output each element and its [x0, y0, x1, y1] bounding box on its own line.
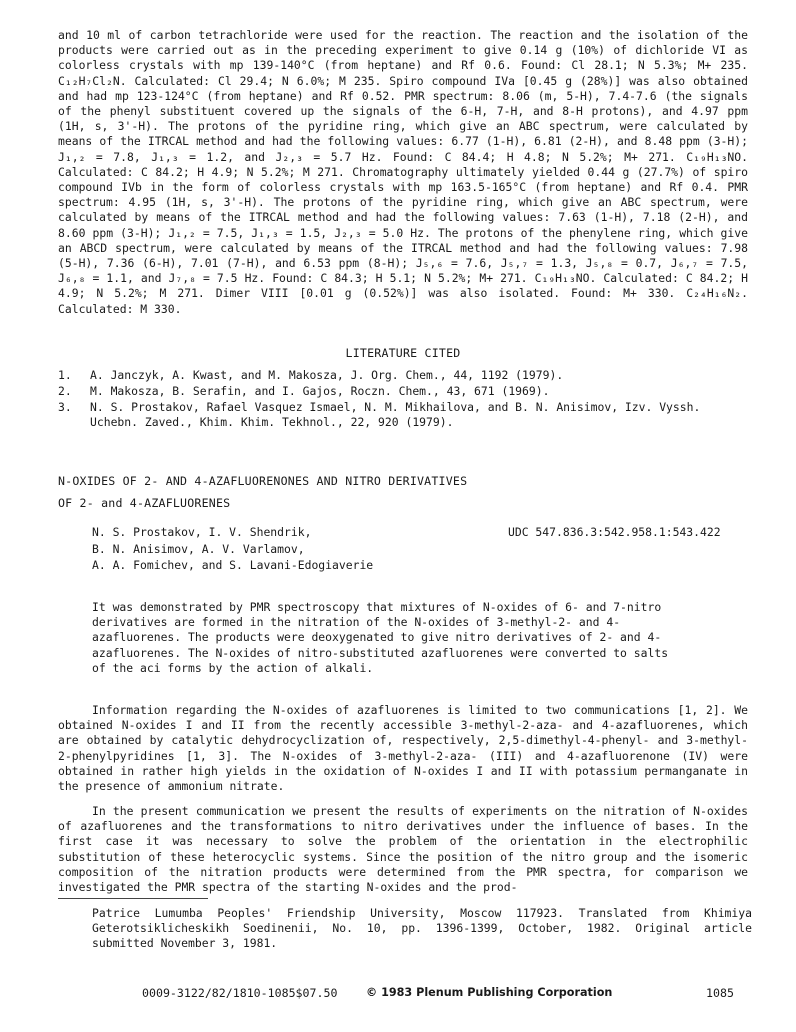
- literature-heading: LITERATURE CITED: [345, 346, 461, 360]
- page-number: 1085: [706, 986, 734, 1000]
- author-line: B. N. Anisimov, A. V. Varlamov,: [92, 542, 305, 556]
- footer-code: 0009-3122/82/1810-1085$07.50: [142, 986, 338, 1000]
- author-line: N. S. Prostakov, I. V. Shendrik,: [92, 525, 312, 539]
- footnote: Patrice Lumumba Peoples' Friendship University, Moscow 117923. Translated from Khimiya Geterotsiklicheskikh Soedinenii, No. 10, pp. 1396-1399, October, 1982. Original article submitted November 3, 1981.: [92, 906, 752, 951]
- reference-item: 1. A. Janczyk, A. Kwast, and M. Makosza, J. Org. Chem., 44, 1192 (1979).: [58, 368, 564, 382]
- author-line: A. A. Fomichev, and S. Lavani-Edogiaverie: [92, 558, 374, 572]
- footnote-rule: [58, 898, 208, 899]
- article-title-line-2: OF 2- and 4-AZAFLUORENES: [58, 496, 231, 510]
- footer-copyright: © 1983 Plenum Publishing Corporation: [366, 986, 613, 999]
- body-paragraph-1: Information regarding the N-oxides of azafluorenes is limited to two communications [1, 2]. We obtained N-oxides I and II from the recently accessible 3-methyl-2-aza- and 4-azafluorenes, which are obtained by catalytic dehydrocyclization of, respectively, 2,5-dimethyl-4-phenyl- and 3-methyl-2-phenylpyridines [1, 3]. The N-oxides of 3-methyl-2-aza- (III) and 4-azafluorenone (IV) were obtained in rather high yields in the oxidation of N-oxides I and II with potassium permanganate in the presence of ammonium nitrate.: [58, 703, 748, 794]
- body-paragraph-2: In the present communication we present the results of experiments on the nitration of N-oxides of azafluorenes and the transformations to nitro derivatives under the influence of bases. In the first case it was necessary to solve the problem of the orientation in the electrophilic substitution of these heterocyclic systems. Since the position of the nitro group and the isomeric composition of the nitration products were determined from the PMR spectra, for comparison we investigated the PMR spectra of the starting N-oxides and the prod-: [58, 804, 748, 895]
- abstract: It was demonstrated by PMR spectroscopy that mixtures of N-oxides of 6- and 7-nitro derivatives are formed in the nitration of the N-oxides of 3-methyl-2- and 4-azafluorenes. The products were deoxygenated to give nitro derivatives of 2- and 4-azafluorenes. The N-oxides of nitro-substituted azafluorenes were converted to salts of the aci forms by the action of alkali.: [92, 600, 669, 675]
- continuation-paragraph: and 10 ml of carbon tetrachloride were used for the reaction. The reaction and the isolation of the products were carried out as in the preceding experiment to give 0.14 g (10%) of dichloride VI as colorless crystals with mp 139-140°C (from heptane) and Rf 0.6. Found: Cl 28.1; N 5.3%; M+ 235. C₁₂H₇Cl₂N. Calculated: Cl 29.4; N 6.0%; M 235. Spiro compound IVa [0.45 g (28%)] was also obtained and had mp 123-124°C (from heptane) and Rf 0.52. PMR spectrum: 8.06 (m, 5-H), 7.4-7.6 (the signals of the phenyl substituent covered up the signals of the 6-H, 7-H, and 8-H protons), and 4.97 ppm (1H, s, 3'-H). The protons of the pyridine ring, which give an ABC spectrum, were calculated by means of the ITRCAL method and had the following values: 6.77 (1-H), 6.81 (2-H), and 8.48 ppm (3-H); J₁,₂ = 7.8, J₁,₃ = 1.2, and J₂,₃ = 5.7 Hz. Found: C 84.4; H 4.8; N 5.2%; M+ 271. C₁₉H₁₃NO. Calculated: C 84.2; H 4.9; N 5.2%; M 271. Chromatography ultimately yielded 0.44 g (27.7%) of spiro compound IVb in the form of colorless crystals with mp 163.5-165°C (from heptane) and Rf 0.4. PMR spectrum: 4.95 (1H, s, 3'-H). The protons of the pyridine ring, which give an ABC spectrum, were calculated by means of the ITRCAL method and had the following values: 7.63 (1-H), 7.18 (2-H), and 8.60 ppm (3-H); J₁,₂ = 7.5, J₁,₃ = 1.5, J₂,₃ = 5.0 Hz. The protons of the phenylene ring, which give an ABCD spectrum, were calculated by means of the ITRCAL method and had the following values: 7.98 (5-H), 7.36 (6-H), 7.01 (7-H), and 6.53 ppm (8-H); J₅,₆ = 7.6, J₅,₇ = 1.3, J₅,₈ = 0.7, J₆,₇ = 7.5, J₆,₈ = 1.1, and J₇,₈ = 7.5 Hz. Found: C 84.3; H 5.1; N 5.2%; M+ 271. C₁₉H₁₃NO. Calculated: C 84.2; H 4.9; N 5.2%; M 271. Dimer VIII [0.01 g (0.52%)] was also isolated. Found: M+ 330. C₂₄H₁₆N₂. Calculated: M 330.: [58, 28, 748, 316]
- udc-code: UDC 547.836.3:542.958.1:543.422: [508, 525, 721, 539]
- reference-item: 3. N. S. Prostakov, Rafael Vasquez Ismael, N. M. Mikhailova, and B. N. Anisimov, Izv. Vyssh. Uchebn. Zaved., Khim. Khim. Tekhnol., 22, 920 (1979).: [58, 400, 701, 430]
- article-title-line-1: N-OXIDES OF 2- AND 4-AZAFLUORENONES AND NITRO DERIVATIVES: [58, 474, 468, 488]
- reference-item: 2. M. Makosza, B. Serafin, and I. Gajos, Roczn. Chem., 43, 671 (1969).: [58, 384, 550, 398]
